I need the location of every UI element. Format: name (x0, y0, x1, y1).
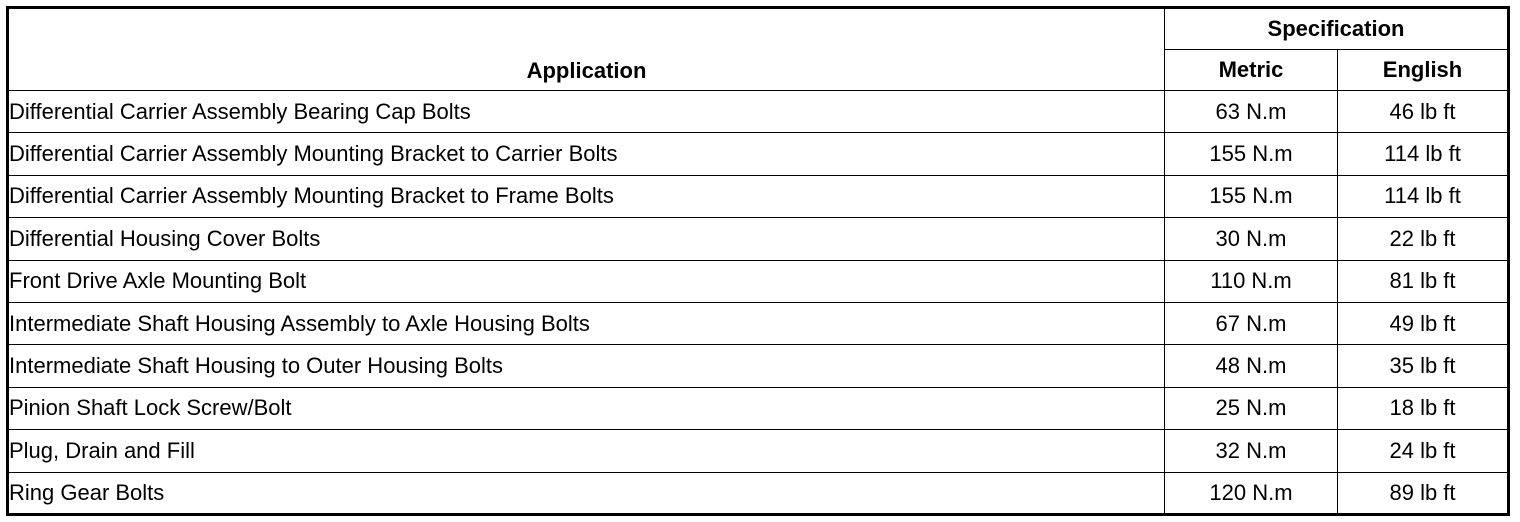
english-cell: 22 lb ft (1338, 218, 1509, 260)
metric-cell: 155 N.m (1165, 175, 1338, 217)
metric-cell: 30 N.m (1165, 218, 1338, 260)
table-row (8, 133, 1509, 175)
application-cell: Pinion Shaft Lock Screw/Bolt (8, 387, 1165, 429)
english-cell: 114 lb ft (1338, 175, 1509, 217)
table-row (8, 175, 1509, 217)
metric-cell: 32 N.m (1165, 430, 1338, 472)
table-row (8, 302, 1509, 344)
metric-cell: 67 N.m (1165, 302, 1338, 344)
english-header: English (1338, 50, 1509, 91)
table-row (8, 472, 1509, 514)
metric-cell: 110 N.m (1165, 260, 1338, 302)
application-cell: Differential Carrier Assembly Mounting Bracket to Carrier Bolts (8, 133, 1165, 175)
table-row (8, 91, 1509, 133)
english-cell: 35 lb ft (1338, 345, 1509, 387)
application-cell: Plug, Drain and Fill (8, 430, 1165, 472)
header-row (8, 8, 1509, 50)
english-cell: 49 lb ft (1338, 302, 1509, 344)
english-cell: 89 lb ft (1338, 472, 1509, 514)
metric-cell: 155 N.m (1165, 133, 1338, 175)
application-cell: Ring Gear Bolts (8, 472, 1165, 514)
specification-header: Specification (1165, 8, 1509, 50)
english-cell: 46 lb ft (1338, 91, 1509, 133)
application-header: Application (8, 8, 1165, 91)
table-row (8, 218, 1509, 260)
metric-header: Metric (1165, 50, 1338, 91)
english-cell: 114 lb ft (1338, 133, 1509, 175)
application-cell: Intermediate Shaft Housing to Outer Housing Bolts (8, 345, 1165, 387)
metric-cell: 63 N.m (1165, 91, 1338, 133)
english-cell: 18 lb ft (1338, 387, 1509, 429)
metric-cell: 48 N.m (1165, 345, 1338, 387)
metric-cell: 120 N.m (1165, 472, 1338, 514)
table-row (8, 345, 1509, 387)
application-cell: Differential Carrier Assembly Bearing Cap Bolts (8, 91, 1165, 133)
metric-cell: 25 N.m (1165, 387, 1338, 429)
application-cell: Differential Housing Cover Bolts (8, 218, 1165, 260)
english-cell: 81 lb ft (1338, 260, 1509, 302)
application-cell: Differential Carrier Assembly Mounting Bracket to Frame Bolts (8, 175, 1165, 217)
table-row (8, 260, 1509, 302)
application-cell: Front Drive Axle Mounting Bolt (8, 260, 1165, 302)
table-row (8, 430, 1509, 472)
english-cell: 24 lb ft (1338, 430, 1509, 472)
application-cell: Intermediate Shaft Housing Assembly to Axle Housing Bolts (8, 302, 1165, 344)
fastener-torque-table (6, 6, 1510, 516)
table-row (8, 387, 1509, 429)
